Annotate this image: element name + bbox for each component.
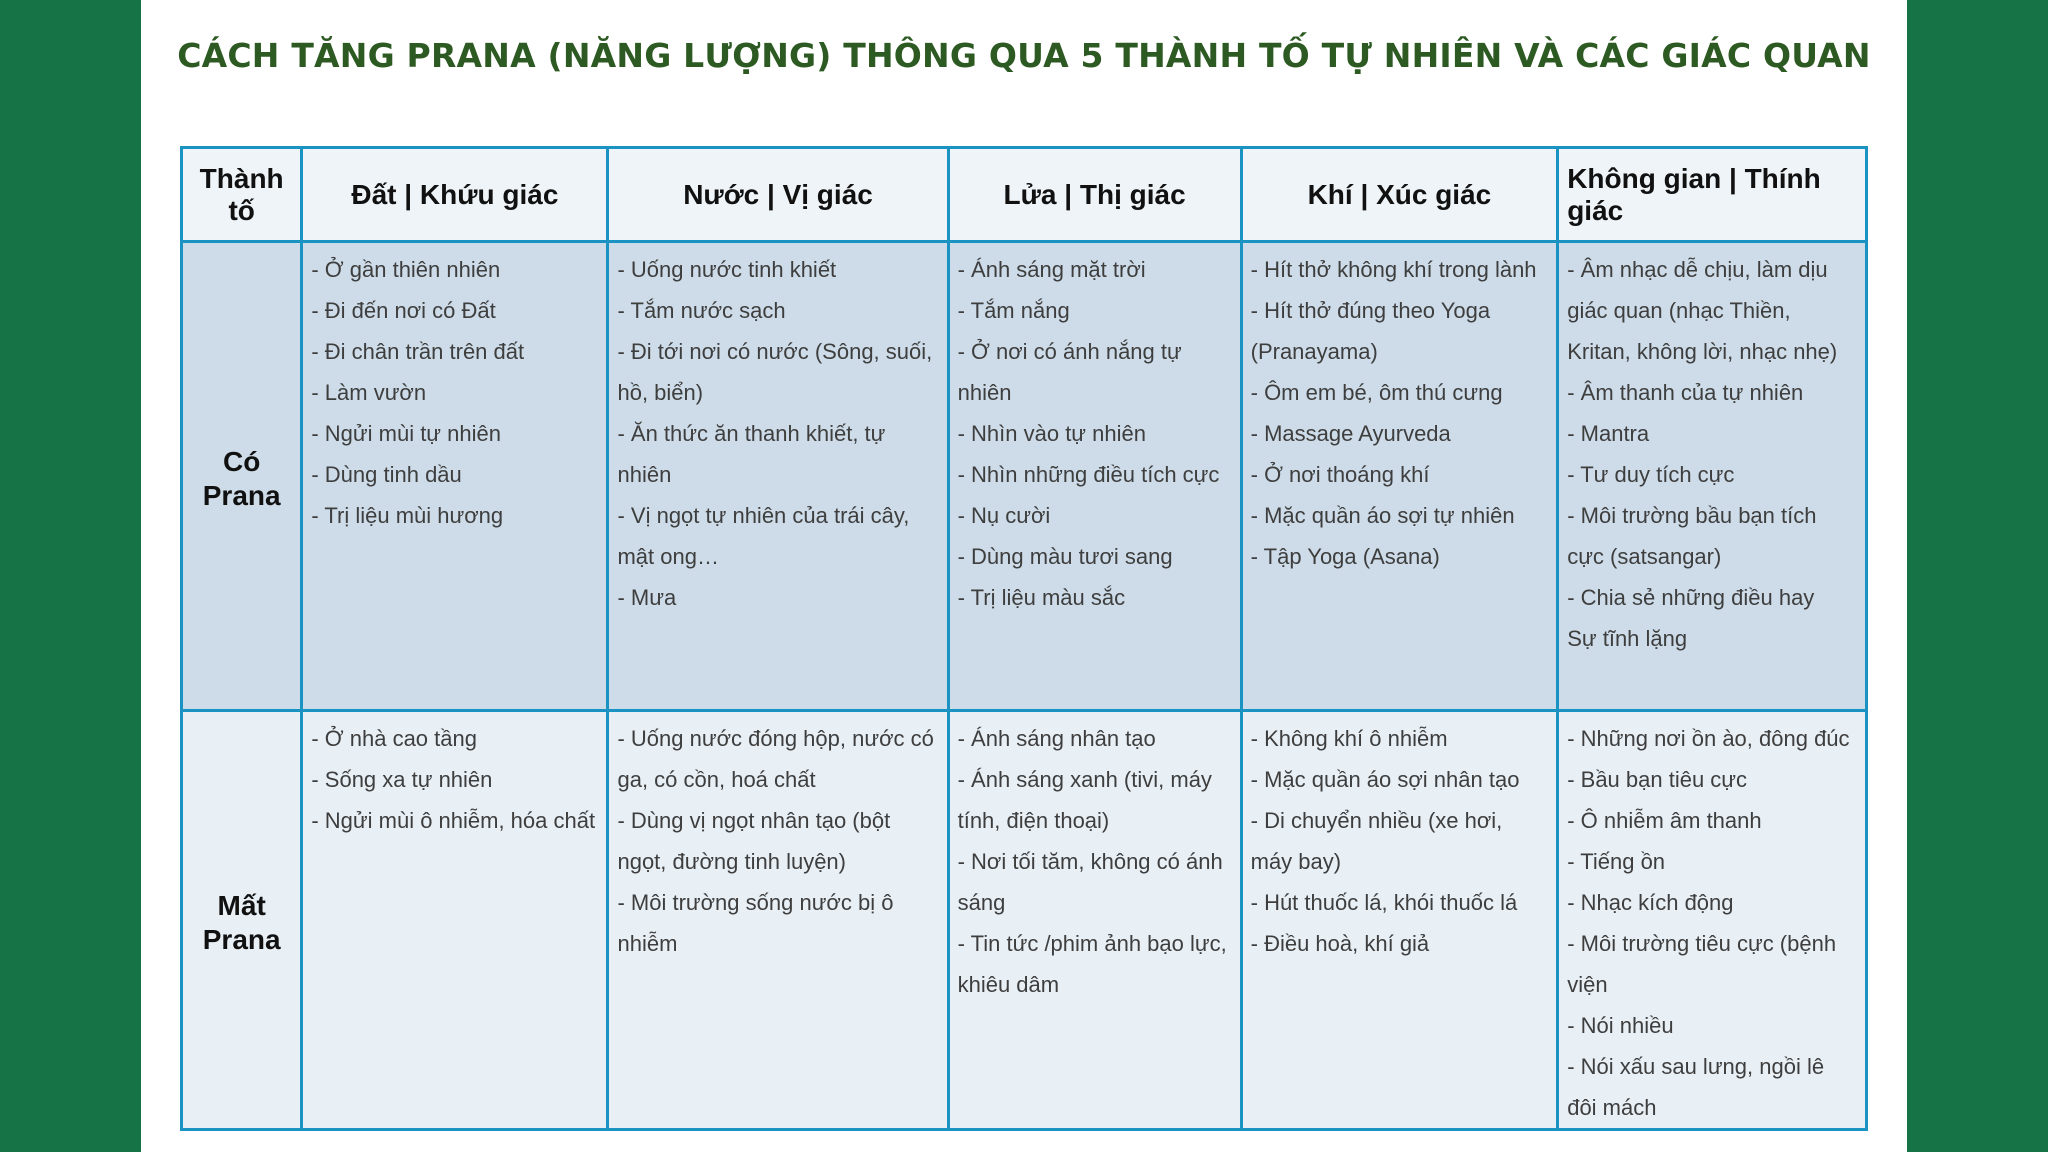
header-row [182, 148, 1867, 242]
list-item: - Tiếng ồn [1567, 849, 1666, 874]
header-earth: Đất | Khứu giác [302, 148, 608, 242]
cell-co-earth [302, 242, 608, 711]
cell-mat-water [608, 711, 948, 1130]
list-item: - Uống nước tinh khiết [617, 257, 837, 282]
list-item: - Hít thở không khí trong lành [1250, 257, 1537, 282]
list-item: - Ở nhà cao tầng [311, 726, 477, 751]
list-item: - Âm thanh của tự nhiên [1567, 380, 1804, 405]
list-item: - Đi đến nơi có Đất [311, 298, 496, 323]
list-item: - Nói nhiều [1567, 1013, 1674, 1038]
table-row-co-prana [182, 242, 1867, 711]
list-item: - Tin tức /phim ảnh bạo lực, khiêu dâm [957, 931, 1227, 997]
list-item: - Những nơi ồn ào, đông đúc [1567, 726, 1850, 751]
list-item: - Âm nhạc dễ chịu, làm dịu giác quan (nhạc Thiền, Kritan, không lời, nhạc nhẹ) [1567, 257, 1838, 364]
list-item: - Nhìn vào tự nhiên [957, 421, 1146, 446]
row-label-co-prana: Có Prana [182, 242, 302, 711]
list-item: - Môi trường tiêu cực (bệnh viện [1567, 931, 1837, 997]
cell-co-air [1241, 242, 1558, 711]
cell-co-water [608, 242, 948, 711]
list-item: - Ở nơi thoáng khí [1250, 462, 1430, 487]
list-item: - Nơi tối tăm, không có ánh sáng [957, 849, 1223, 915]
list-item: - Ở nơi có ánh nắng tự nhiên [957, 339, 1182, 405]
list-item: - Ở gần thiên nhiên [311, 257, 501, 282]
list-item: - Mặc quần áo sợi nhân tạo [1250, 767, 1520, 792]
list-item: - Vị ngọt tự nhiên của trái cây, mật ong… [617, 503, 910, 569]
list-item: - Làm vườn [311, 380, 427, 405]
header-element: Thành tố [182, 148, 302, 242]
list-item: - Ăn thức ăn thanh khiết, tự nhiên [617, 421, 886, 487]
list-item: - Nói xấu sau lưng, ngồi lê đôi mách [1567, 1054, 1825, 1120]
header-water: Nước | Vị giác [608, 148, 948, 242]
list-item: - Mưa [617, 585, 677, 610]
cell-co-space [1558, 242, 1867, 711]
slide [141, 0, 1907, 1152]
cell-co-fire [948, 242, 1241, 711]
header-air: Khí | Xúc giác [1241, 148, 1558, 242]
list-item: - Dùng tinh dầu [311, 462, 462, 487]
list-item: - Tập Yoga (Asana) [1250, 544, 1440, 569]
list-item: Sự tĩnh lặng [1567, 626, 1688, 651]
list-item: - Chia sẻ những điều hay [1567, 585, 1815, 610]
list-item: - Dùng vị ngọt nhân tạo (bột ngọt, đường tinh luyện) [617, 808, 891, 874]
cell-mat-air [1241, 711, 1558, 1130]
cell-mat-earth [302, 711, 608, 1130]
list-item: - Ôm em bé, ôm thú cưng [1250, 380, 1503, 405]
list-item: - Massage Ayurveda [1250, 421, 1451, 446]
table-row-mat-prana [182, 711, 1867, 1130]
list-item: - Môi trường bầu bạn tích cực (satsangar) [1567, 503, 1817, 569]
page-title: CÁCH TĂNG PRANA (NĂNG LƯỢNG) THÔNG QUA 5 THÀNH TỐ TỰ NHIÊN VÀ CÁC GIÁC QUAN [177, 36, 1871, 75]
list-item: - Ánh sáng xanh (tivi, máy tính, điện thoại) [957, 767, 1212, 833]
prana-table [180, 146, 1868, 1131]
list-item: - Điều hoà, khí giả [1250, 931, 1430, 956]
list-item: - Ô nhiễm âm thanh [1567, 808, 1762, 833]
list-item: - Không khí ô nhiễm [1250, 726, 1448, 751]
list-item: - Di chuyển nhiều (xe hơi, máy bay) [1250, 808, 1503, 874]
header-fire: Lửa | Thị giác [948, 148, 1241, 242]
list-item: - Bầu bạn tiêu cực [1567, 767, 1748, 792]
list-item: - Đi chân trần trên đất [311, 339, 525, 364]
list-item: - Dùng màu tươi sang [957, 544, 1173, 569]
list-item: - Ngửi mùi ô nhiễm, hóa chất [311, 808, 596, 833]
header-space: Không gian | Thính giác [1558, 148, 1867, 242]
list-item: - Trị liệu mùi hương [311, 503, 504, 528]
list-item: - Ngửi mùi tự nhiên [311, 421, 501, 446]
list-item: - Mantra [1567, 421, 1650, 446]
list-item: - Tắm nước sạch [617, 298, 786, 323]
cell-mat-space [1558, 711, 1867, 1130]
list-item: - Trị liệu màu sắc [957, 585, 1126, 610]
list-item: - Hít thở đúng theo Yoga (Pranayama) [1250, 298, 1491, 364]
list-item: - Ánh sáng nhân tạo [957, 726, 1156, 751]
list-item: - Tư duy tích cực [1567, 462, 1735, 487]
list-item: - Nhạc kích động [1567, 890, 1734, 915]
cell-mat-fire [948, 711, 1241, 1130]
list-item: - Mặc quần áo sợi tự nhiên [1250, 503, 1515, 528]
list-item: - Tắm nắng [957, 298, 1070, 323]
list-item: - Ánh sáng mặt trời [957, 257, 1146, 282]
row-label-mat-prana: Mất Prana [182, 711, 302, 1130]
list-item: - Nhìn những điều tích cực [957, 462, 1220, 487]
list-item: - Sống xa tự nhiên [311, 767, 493, 792]
list-item: - Uống nước đóng hộp, nước có ga, có cồn, hoá chất [617, 726, 934, 792]
list-item: - Đi tới nơi có nước (Sông, suối, hồ, biển) [617, 339, 933, 405]
list-item: - Nụ cười [957, 503, 1051, 528]
list-item: - Môi trường sống nước bị ô nhiễm [617, 890, 894, 956]
list-item: - Hút thuốc lá, khói thuốc lá [1250, 890, 1518, 915]
